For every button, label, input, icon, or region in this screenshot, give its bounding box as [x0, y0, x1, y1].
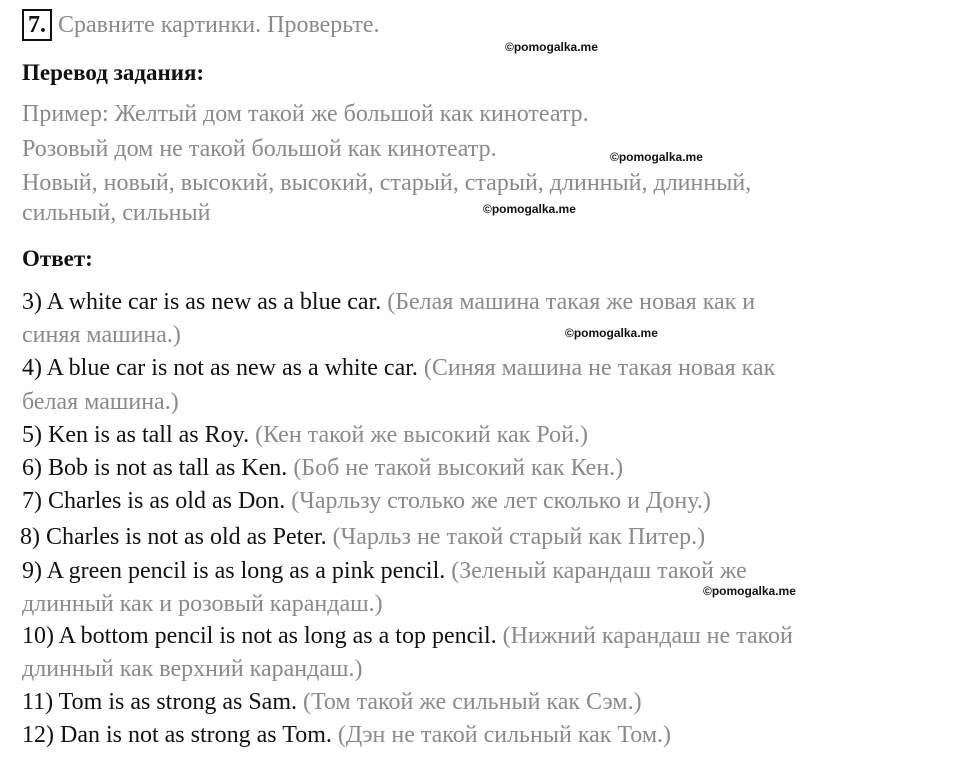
answer-english: 6) Bob is not as tall as Ken.	[22, 455, 288, 481]
answer-line	[22, 656, 362, 683]
answer-english: 5) Ken is as tall as Roy.	[22, 422, 250, 448]
answer-line	[22, 689, 642, 716]
answer-russian: белая машина.)	[22, 389, 179, 415]
answer-line	[22, 623, 793, 650]
watermark: ©pomogalka.me	[703, 584, 796, 598]
answer-line	[22, 455, 623, 482]
answer-russian: (Дэн не такой сильный как Том.)	[337, 722, 671, 748]
answer-russian: (Зеленый карандаш такой же	[451, 558, 747, 584]
answer-line	[22, 422, 588, 449]
answer-line	[22, 591, 383, 618]
answer-english: 7) Charles is as old as Don.	[22, 488, 286, 514]
answer-english: 12) Dan is not as strong as Tom.	[22, 722, 332, 748]
translation-line: Пример: Желтый дом такой же большой как кинотеатр.	[22, 101, 589, 127]
answer-russian: длинный как верхний карандаш.)	[22, 656, 363, 682]
answer-english: 4) A blue car is not as new as a white car.	[22, 355, 418, 381]
answer-line	[22, 322, 181, 349]
watermark: ©pomogalka.me	[610, 150, 703, 164]
answer-russian: (Чарльз не такой старый как Питер.)	[332, 524, 706, 550]
watermark: ©pomogalka.me	[565, 326, 658, 340]
answer-english: 3) A white car is as new as a blue car.	[22, 289, 382, 315]
answer-russian: (Чарльзу столько же лет сколько и Дону.)	[291, 488, 711, 514]
answer-russian: (Том такой же сильный как Сэм.)	[302, 689, 642, 715]
task-header	[22, 8, 379, 42]
answer-english: 8) Charles is not as old as Peter.	[20, 524, 327, 550]
watermark: ©pomogalka.me	[505, 40, 598, 54]
watermark: ©pomogalka.me	[483, 202, 576, 216]
answer-english: 11) Tom is as strong as Sam.	[22, 689, 297, 715]
answer-english: 10) A bottom pencil is not as long as a top pencil.	[22, 623, 497, 649]
translation-line: сильный, сильный	[22, 200, 211, 226]
answer-line	[20, 524, 705, 551]
task-number: 7.	[22, 9, 52, 41]
answer-heading: Ответ:	[22, 246, 93, 271]
answer-russian: синяя машина.)	[22, 322, 181, 348]
answer-russian: (Нижний карандаш не такой	[502, 623, 793, 649]
answer-russian: (Синяя машина не такая новая как	[423, 355, 776, 381]
answer-russian: (Боб не такой высокий как Кен.)	[293, 455, 624, 481]
answer-line	[22, 722, 671, 749]
answer-russian: (Белая машина такая же новая как и	[387, 289, 756, 315]
answer-russian: длинный как и розовый карандаш.)	[22, 591, 383, 617]
translation-heading: Перевод задания:	[22, 60, 205, 85]
answer-line	[22, 289, 755, 316]
translation-line: Новый, новый, высокий, высокий, старый, старый, длинный, длинный,	[22, 170, 752, 196]
translation-line: Розовый дом не такой большой как кинотеатр.	[22, 136, 497, 162]
answer-line	[22, 355, 775, 382]
answer-line	[22, 488, 711, 515]
answer-russian: (Кен такой же высокий как Рой.)	[255, 422, 588, 448]
answer-english: 9) A green pencil is as long as a pink pencil.	[22, 558, 446, 584]
answer-line	[22, 558, 747, 585]
answer-line	[22, 389, 179, 416]
task-instruction: Сравните картинки. Проверьте.	[58, 11, 380, 38]
